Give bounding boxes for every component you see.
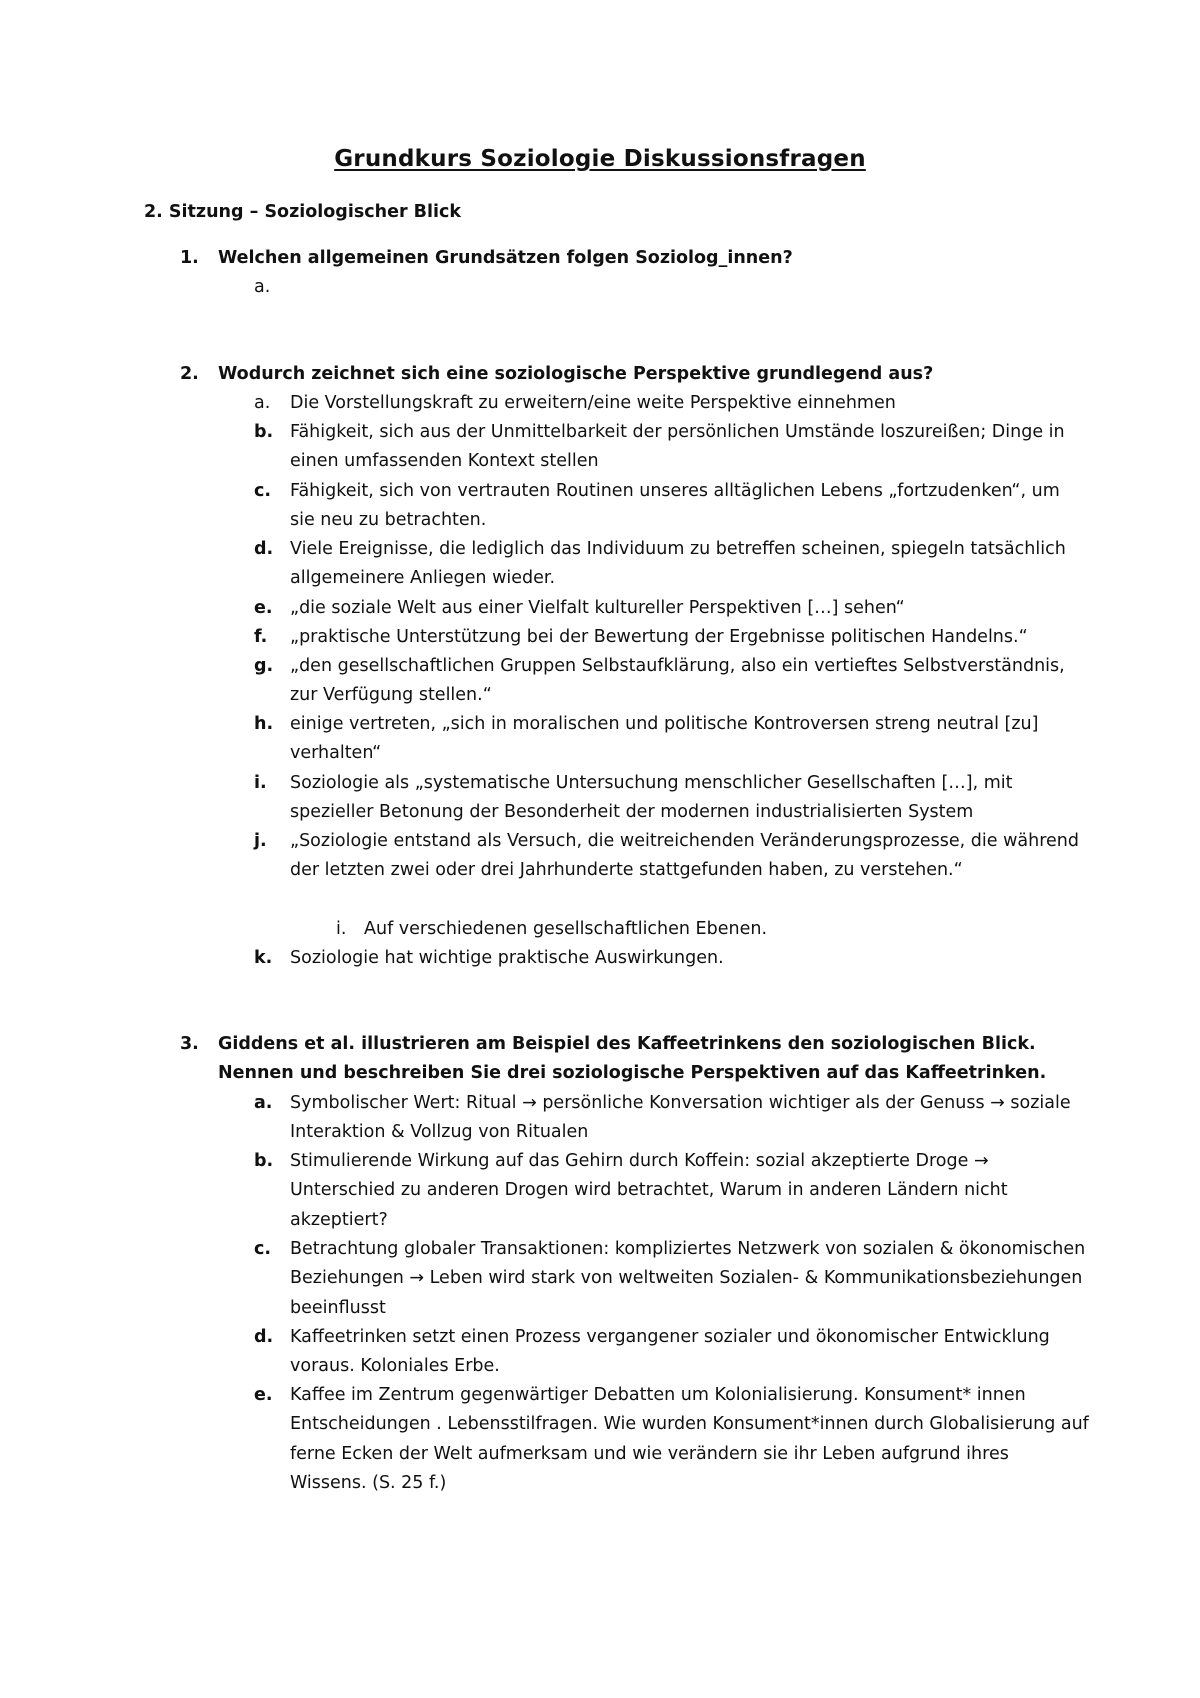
answer-text: Viele Ereignisse, die lediglich das Individuum zu betreffen scheinen, spiegeln tatsächlich allgemeinere Anliegen wieder. xyxy=(290,539,1066,589)
answer-text: Kaffeetrinken setzt einen Prozess vergangener sozialer und ökonomischer Entwicklung voraus. Koloniales Erbe. xyxy=(290,1327,1050,1377)
answer-text: einige vertreten, „sich in moralischen und politische Kontroversen streng neutral [zu] verhalten“ xyxy=(290,714,1039,764)
answer-letter: g. xyxy=(254,656,274,676)
session-heading: 2. Sitzung – Soziologischer Blick xyxy=(144,202,462,222)
answer-text: „praktische Unterstützung bei der Bewertung der Ergebnisse politischen Handelns.“ xyxy=(290,627,1028,647)
sub-answer-letter: i. xyxy=(336,919,347,939)
answer-letter: j. xyxy=(254,831,267,851)
answer-letter: f. xyxy=(254,627,268,647)
question-text: Giddens et al. illustrieren am Beispiel des Kaffeetrinkens den soziologischen Blick. Nennen und beschreiben Sie drei soziologische Perspektiven auf das Kaffeetrinken. xyxy=(218,1034,1047,1083)
answer-text: Symbolischer Wert: Ritual → persönliche Konversation wichtiger als der Genuss → soziale Interaktion & Vollzug von Ritualen xyxy=(290,1093,1071,1143)
answer-letter: c. xyxy=(254,1239,272,1259)
answer-text: „die soziale Welt aus einer Vielfalt kultureller Perspektiven […] sehen“ xyxy=(290,598,905,618)
question-number: 1. xyxy=(180,248,199,268)
answer-letter: k. xyxy=(254,948,273,968)
answer-text: „Soziologie entstand als Versuch, die weitreichenden Veränderungsprozesse, die während der letzten zwei oder drei Jahrhunderte stattgefunden haben, zu verstehen.“ xyxy=(290,831,1079,881)
answer-letter: a. xyxy=(254,393,271,413)
answer-text: Stimulierende Wirkung auf das Gehirn durch Koffein: sozial akzeptierte Droge → Unterschied zu anderen Drogen wird betrachtet, Warum in anderen Ländern nicht akzeptiert? xyxy=(290,1151,1008,1230)
sub-answer-text: Auf verschiedenen gesellschaftlichen Ebenen. xyxy=(364,919,768,939)
answer-letter: d. xyxy=(254,539,274,559)
answer-text: Betrachtung globaler Transaktionen: kompliziertes Netzwerk von sozialen & ökonomischen Beziehungen → Leben wird stark von weltweiten Sozialen- & Kommunikationsbeziehungen beeinflusst xyxy=(290,1239,1086,1318)
answer-letter: b. xyxy=(254,1151,274,1171)
answer-text: Die Vorstellungskraft zu erweitern/eine weite Perspektive einnehmen xyxy=(290,393,896,413)
answer-text: Kaffee im Zentrum gegenwärtiger Debatten um Kolonialisierung. Konsument* innen Entscheidungen . Lebensstilfragen. Wie wurden Konsument*innen durch Globalisierung auf ferne Ecken der Welt aufmerksam und wie verändern sie ihr Leben aufgrund ihres Wissens. (S. 25 f.) xyxy=(290,1385,1089,1493)
document-title: Grundkurs Soziologie Diskussionsfragen xyxy=(334,146,866,172)
answer-text: „den gesellschaftlichen Gruppen Selbstaufklärung, also ein vertieftes Selbstverständnis, zur Verfügung stellen.“ xyxy=(290,656,1065,706)
answer-letter: e. xyxy=(254,1385,273,1405)
answer-letter: i. xyxy=(254,773,267,793)
question-text: Welchen allgemeinen Grundsätzen folgen Soziolog_innen? xyxy=(218,248,793,268)
answer-letter: h. xyxy=(254,714,274,734)
question-text: Wodurch zeichnet sich eine soziologische Perspektive grundlegend aus? xyxy=(218,364,934,384)
answer-letter: b. xyxy=(254,422,274,442)
answer-letter: a. xyxy=(254,1093,273,1113)
answer-letter: c. xyxy=(254,481,272,501)
answer-text: Fähigkeit, sich aus der Unmittelbarkeit der persönlichen Umstände loszureißen; Dinge in einen umfassenden Kontext stellen xyxy=(290,422,1065,472)
answer-text: Fähigkeit, sich von vertrauten Routinen unseres alltäglichen Lebens „fortzudenken“, um sie neu zu betrachten. xyxy=(290,481,1060,531)
answer-letter: d. xyxy=(254,1327,274,1347)
answer-text: Soziologie als „systematische Untersuchung menschlicher Gesellschaften […], mit spezieller Betonung der Besonderheit der modernen industrialisierten System xyxy=(290,773,1013,823)
answer-text: Soziologie hat wichtige praktische Auswirkungen. xyxy=(290,948,724,968)
question-number: 3. xyxy=(180,1034,199,1054)
question-number: 2. xyxy=(180,364,199,384)
answer-letter: a. xyxy=(254,277,271,297)
answer-letter: e. xyxy=(254,598,273,618)
